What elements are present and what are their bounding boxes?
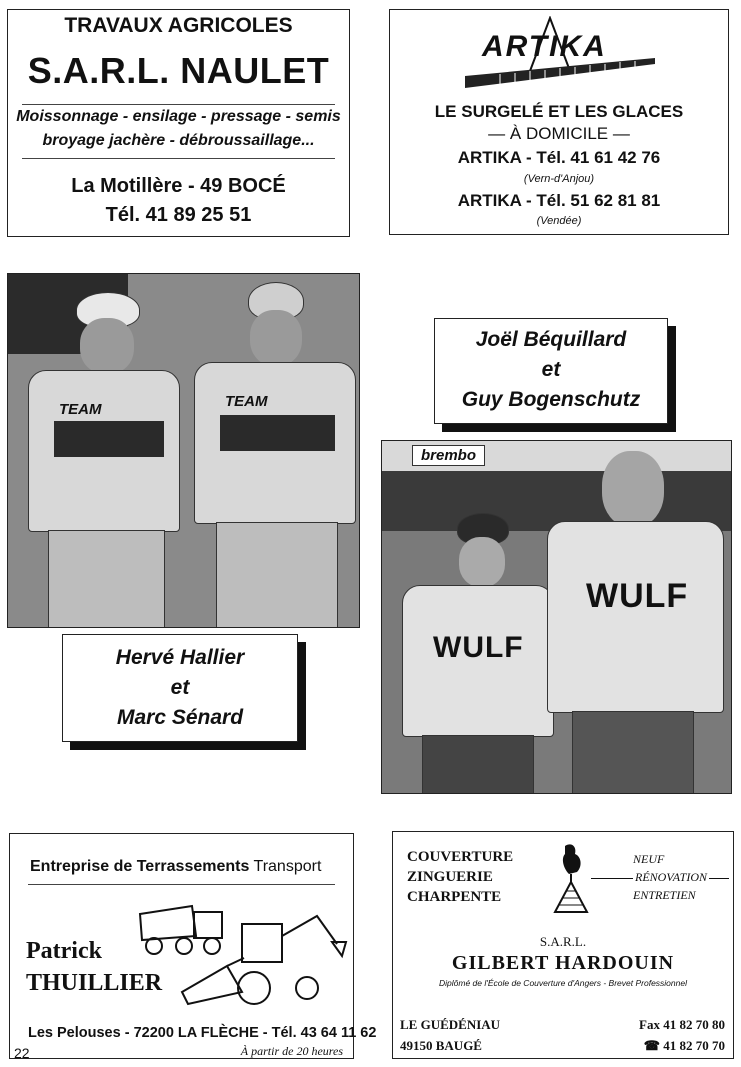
thuillier-last-name: THUILLIER bbox=[26, 970, 163, 996]
hardouin-sarl: S.A.R.L. bbox=[539, 934, 587, 949]
rider-4-pants bbox=[572, 711, 694, 794]
hardouin-right-1: NEUF bbox=[633, 852, 665, 866]
page-number: 22 bbox=[14, 1045, 30, 1061]
hardouin-fax: Fax 41 82 70 80 bbox=[639, 1017, 725, 1032]
photo-right-riders bbox=[381, 440, 732, 794]
caption-right-line-1: Joël Béquillard bbox=[475, 328, 627, 351]
hardouin-address-1: LE GUÉDÉNIAU bbox=[400, 1017, 501, 1032]
backhoe-loader-icon bbox=[182, 916, 346, 1004]
thuillier-header-a: Entreprise de Terrassements bbox=[30, 858, 250, 875]
caption-left-line-1: Hervé Hallier bbox=[115, 646, 245, 669]
rider-2-jersey bbox=[194, 362, 356, 524]
caption-right-line-3: Guy Bogenschutz bbox=[461, 388, 641, 411]
hardouin-tel: ☎ 41 82 70 70 bbox=[643, 1038, 725, 1053]
rider-4-jersey-text: WULF bbox=[586, 577, 689, 615]
rider-3-jersey bbox=[402, 585, 554, 737]
artika-tel-1: ARTIKA - Tél. 41 61 42 76 bbox=[457, 148, 661, 167]
thuillier-header-b: Transport bbox=[253, 858, 322, 875]
rider-1-jersey bbox=[28, 370, 180, 532]
rider-1-jersey-text: TEAM bbox=[59, 401, 102, 418]
naulet-phone: Tél. 41 89 25 51 bbox=[105, 204, 252, 226]
caption-right-line-2: et bbox=[541, 358, 561, 381]
naulet-line1: TRAVAUX AGRICOLES bbox=[64, 14, 293, 37]
rooster-roof-icon bbox=[551, 842, 591, 914]
naulet-ad bbox=[7, 9, 350, 237]
naulet-company-name: S.A.R.L. NAULET bbox=[27, 50, 330, 91]
rider-2-face bbox=[250, 310, 302, 366]
artika-line2: — À DOMICILE — bbox=[488, 124, 630, 143]
hardouin-address-2: 49150 BAUGÉ bbox=[400, 1038, 482, 1053]
hardouin-trade-3: CHARPENTE bbox=[407, 889, 502, 905]
artika-logo bbox=[460, 16, 660, 96]
rider-2-jersey-band bbox=[220, 415, 335, 451]
rider-4 bbox=[542, 451, 727, 793]
brembo-banner: brembo bbox=[412, 445, 485, 466]
thuillier-divider bbox=[28, 884, 335, 885]
thuillier-first-name: Patrick bbox=[26, 938, 102, 964]
rider-3-jersey-text: WULF bbox=[433, 631, 524, 664]
hardouin-right-3: ENTRETIEN bbox=[633, 888, 696, 902]
rider-4-jersey bbox=[547, 521, 724, 713]
thuillier-ad bbox=[9, 833, 377, 1059]
naulet-address: La Motillère - 49 BOCÉ bbox=[71, 175, 286, 197]
rider-3-pants bbox=[422, 735, 534, 794]
hardouin-name: GILBERT HARDOUIN bbox=[451, 952, 675, 974]
dump-truck-icon bbox=[140, 906, 222, 954]
caption-left-line-3: Marc Sénard bbox=[116, 706, 244, 729]
hardouin-right-2: RÉNOVATION bbox=[635, 870, 707, 884]
caption-right bbox=[434, 318, 668, 424]
rider-1-face bbox=[80, 318, 134, 374]
hardouin-diploma: Diplômé de l'École de Couverture d'Angers - Brevet Professionnel bbox=[439, 978, 687, 988]
rider-2-jersey-text: TEAM bbox=[225, 393, 268, 410]
naulet-services-2: broyage jachère - débroussaillage... bbox=[42, 132, 315, 149]
caption-left-line-2: et bbox=[170, 676, 190, 699]
hardouin-trade-2: ZINGUERIE bbox=[407, 869, 493, 885]
rider-3 bbox=[397, 513, 557, 793]
rider-4-face bbox=[602, 451, 664, 527]
hardouin-ad bbox=[392, 831, 734, 1059]
naulet-divider-bottom bbox=[22, 158, 335, 159]
artika-tel-2: ARTIKA - Tél. 51 62 81 81 bbox=[457, 191, 661, 210]
rider-1 bbox=[18, 292, 178, 627]
naulet-divider-top bbox=[22, 104, 335, 105]
rider-1-pants bbox=[48, 530, 165, 628]
thuillier-address: Les Pelouses - 72200 LA FLÈCHE - Tél. 43 64 11 62 bbox=[28, 1025, 377, 1041]
artika-logo-text: ARTIKA bbox=[482, 30, 607, 63]
hardouin-trade-1: COUVERTURE bbox=[407, 849, 514, 865]
artika-ad bbox=[389, 9, 729, 235]
artika-place-2: (Vendée) bbox=[536, 215, 582, 227]
rider-3-face bbox=[459, 537, 505, 587]
caption-left bbox=[62, 634, 298, 742]
thuillier-note: À partir de 20 heures bbox=[240, 1044, 343, 1058]
photo-left-riders bbox=[7, 273, 360, 628]
naulet-services-1: Moissonnage - ensilage - pressage - semis bbox=[16, 108, 341, 125]
artika-place-1: (Vern-d'Anjou) bbox=[523, 173, 595, 185]
rider-2 bbox=[186, 282, 356, 627]
rider-1-jersey-band bbox=[54, 421, 164, 457]
artika-line1: LE SURGELÉ ET LES GLACES bbox=[434, 102, 684, 121]
thuillier-header bbox=[30, 858, 321, 876]
rider-2-pants bbox=[216, 522, 338, 628]
machinery-illustration bbox=[132, 896, 352, 1016]
